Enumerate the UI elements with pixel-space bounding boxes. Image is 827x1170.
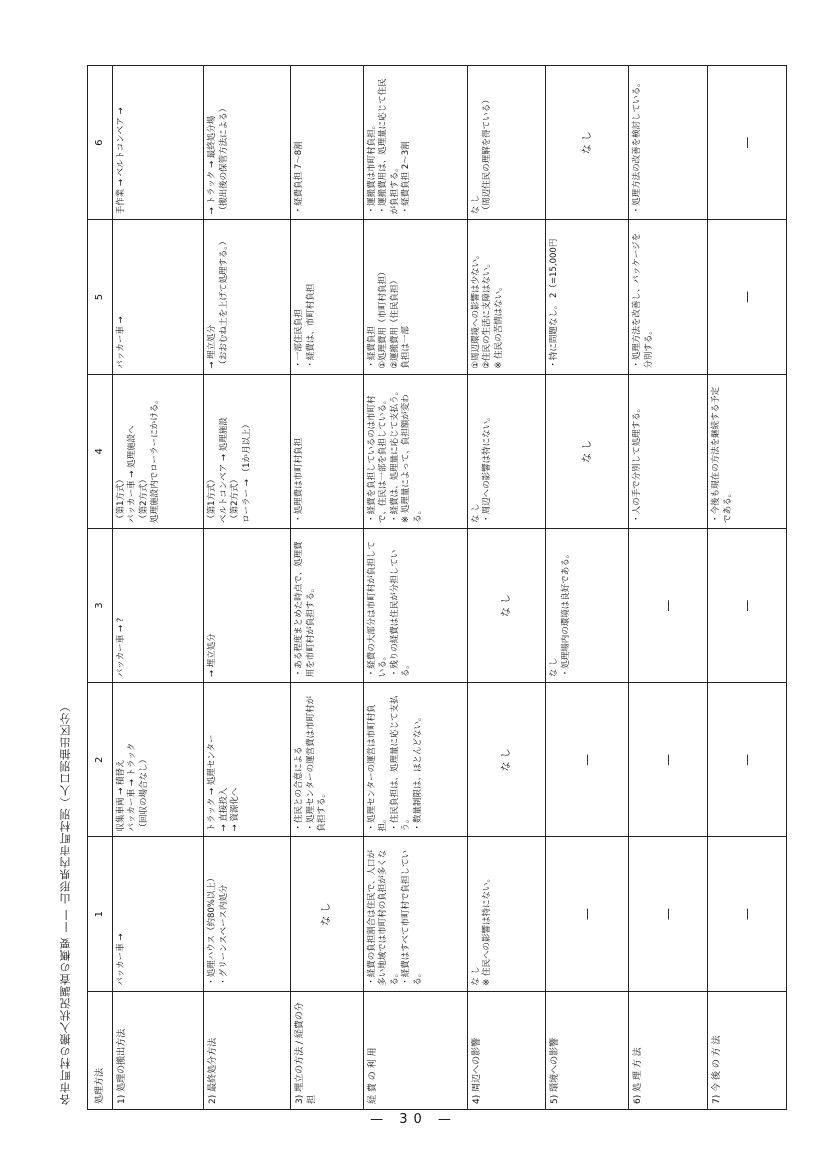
table-cell [708, 220, 787, 374]
cell-text-line: パッカー車 → 処理施設へ [127, 425, 138, 523]
table-cell [204, 837, 291, 991]
cell-text-line: ・経費を負担しているのは市町村で、住民は一部を負担している。 [366, 395, 389, 523]
cell-text-line: ①周辺環境への影響は少ない。 [470, 250, 481, 369]
cell-text-line: ①処理費用（市町村負担） [378, 267, 389, 369]
cell-text-line: （周辺住民の理解を得ている） [482, 95, 493, 215]
cell-text-line: ・周辺への影響は特にない。 [482, 412, 493, 523]
cell-text-line: ・住民負担は、処理量に応じて支払う。 [389, 695, 412, 832]
cell-text-line: — [661, 753, 676, 766]
table-cell [291, 66, 364, 220]
row-label: 4) 周辺への影響 [467, 991, 546, 1109]
table-cell [204, 374, 291, 528]
cell-text-line: 負担は一部 [401, 326, 412, 369]
table-cell [467, 66, 546, 220]
table-cell [467, 683, 546, 837]
cell-text-line: な し [470, 503, 481, 523]
cell-text-line: ※ 住民への影響は特にない。 [482, 873, 493, 986]
cell-text-line: — [580, 753, 595, 766]
table-cell [113, 528, 204, 682]
table-cell [629, 683, 708, 837]
document-title: 各市町村の搬入状況調査の概要 —— 山形県内市町村別（人口別抽出区分） [59, 700, 72, 1105]
table-cell [204, 683, 291, 837]
table-cell [708, 374, 787, 528]
cell-text-line: （おおむね土を上げて処理する。） [218, 236, 229, 369]
table-row [467, 66, 546, 1110]
column-header: 4 [88, 374, 113, 528]
cell-text-line: → 埋立処分 [207, 324, 218, 369]
table-cell [629, 220, 708, 374]
table-row [204, 66, 291, 1110]
cell-text-line: ・特に問題なし。 2（=15,000円 [549, 238, 560, 369]
table-cell [546, 220, 629, 374]
table-cell [363, 220, 467, 374]
cell-text-line: トラック → 処理センター [207, 734, 218, 832]
cell-text-line: ・残りの経費は住民が分担している。 [389, 549, 412, 678]
cell-text-line: な し [581, 439, 593, 463]
cell-text-line: ・経費の負担割合は住民で、人口が多い地域では市町村の負担が多くなる。 [366, 849, 400, 986]
cell-text-line: な し [549, 657, 560, 678]
cell-text-line: ・グリーンスペース内処分 [218, 884, 229, 986]
cell-text-line: ・処理方法を改善し、パッケージを分別する。 [632, 232, 654, 369]
cell-text-line: ※ 処理量によって、負担額が変わる。 [401, 394, 423, 523]
cell-text-line: な し [470, 194, 481, 215]
cell-text-line: パッカー車 → トラック [127, 742, 138, 832]
cell-text-line: — [739, 908, 754, 921]
cell-text-line: （回収の場合なし） [138, 754, 149, 832]
cell-text-line: ・人の手で分別して処理する。 [632, 403, 643, 523]
table-cell [708, 683, 787, 837]
cell-text-line: ②住民の生活に支障はない。 [482, 259, 493, 369]
table-cell [113, 66, 204, 220]
column-header: 3 [88, 528, 113, 682]
table-cell [629, 837, 708, 991]
column-header: 1 [88, 837, 113, 991]
table-cell [363, 683, 467, 837]
row-label: 1) 処理の搬出方法 [113, 991, 204, 1109]
row-label: 5) 環境への影響 [546, 991, 629, 1109]
cell-text-line: → 直接投入 [218, 787, 229, 832]
cell-text-line: ・処理ハウス（約80%以上） [207, 873, 218, 986]
table-body [113, 66, 787, 1110]
table-cell [708, 66, 787, 220]
table-cell [363, 66, 467, 220]
column-header: 5 [88, 220, 113, 374]
cell-text-line: ・運搬費用は、処理量に応じて住民が負担する。 [378, 78, 400, 215]
row-label: 7) 今 後 の 方 法 [708, 991, 787, 1109]
cell-text-line: ・処理方法の改善を検討している。 [632, 78, 643, 215]
column-header: 6 [88, 66, 113, 220]
table-cell [363, 374, 467, 528]
cell-text-line: ・今後も現在の方法を継続する予定である。 [711, 386, 733, 523]
cell-text-line: ・住民との合意による [294, 746, 305, 832]
table-cell [546, 837, 629, 991]
cell-text-line: ※ 住民の苦情はない。 [493, 282, 504, 369]
cell-text-line: な し [321, 902, 333, 926]
table-cell [546, 683, 629, 837]
row-label: 6) 処 理 方 法 [629, 991, 708, 1109]
table-cell [467, 528, 546, 682]
table-cell [363, 528, 467, 682]
cell-text-line: ・処理場内の環境は良好である。 [560, 549, 571, 678]
cell-text-line: — [739, 753, 754, 766]
cell-text-line: パッカー車 → [116, 316, 126, 369]
cell-text-line: ・処理センターの運営は市町村負担。 [366, 704, 389, 832]
table-row [708, 66, 787, 1110]
row-label: 2) 最終処分方法 [204, 991, 291, 1109]
cell-text-line: 処理施設内でローラーにかける。 [150, 395, 161, 523]
table-cell [291, 220, 364, 374]
table-cell [204, 528, 291, 682]
table-cell [629, 66, 708, 220]
rotated-table-sheet [87, 65, 787, 1110]
row-label: 経 費 の 利 用 [363, 991, 467, 1109]
table-row [629, 66, 708, 1110]
cell-text-line: — [661, 908, 676, 921]
cell-text-line: — [661, 599, 676, 612]
table-cell [708, 528, 787, 682]
table-cell [291, 683, 364, 837]
table-header-row [88, 66, 113, 1110]
row-label: 3) 埋立の方法 / 経費の分担 [291, 991, 364, 1109]
cell-text-line: （第2方式） [138, 475, 149, 523]
table-cell [113, 837, 204, 991]
table-row [363, 66, 467, 1110]
table-cell [113, 683, 204, 837]
table-cell [546, 374, 629, 528]
cell-text-line: ・経費負担 2〜3割 [401, 141, 412, 215]
table-cell [291, 528, 364, 682]
table-row [291, 66, 364, 1110]
cell-text-line: （搬出後の保管方法による） [218, 103, 229, 215]
table-cell [291, 374, 364, 528]
table-cell [467, 374, 546, 528]
survey-table [87, 65, 787, 1110]
column-header: 2 [88, 683, 113, 837]
cell-text-line: な し [470, 966, 481, 986]
table-cell [708, 837, 787, 991]
cell-text-line: → トラック → 最終処分場 [207, 115, 218, 215]
table-cell [629, 528, 708, 682]
cell-text-line: ・処理費は市町村負担 [294, 437, 305, 523]
cell-text-line: — [739, 599, 754, 612]
page-number: — 30 — [370, 1112, 457, 1127]
cell-text-line: → 資源化へ [230, 787, 241, 832]
cell-text-line: （第1方式） [116, 475, 126, 523]
cell-text-line: ・経費は、市町村負担 [305, 283, 316, 369]
table-row [546, 66, 629, 1110]
cell-text-line: な し [581, 131, 593, 155]
cell-text-line: ・経費負担 [366, 326, 377, 369]
table-cell [204, 220, 291, 374]
cell-text-line: 手作業 → ベルトコンベア → [116, 107, 126, 215]
table-cell [113, 220, 204, 374]
cell-text-line: — [739, 136, 754, 149]
table-cell [204, 66, 291, 220]
cell-text-line: ・経費はすべて市町村で負担している。 [401, 849, 423, 986]
corner-label: 処理方法 [88, 991, 113, 1109]
cell-text-line: ・運搬費は市町村負担。 [366, 120, 377, 215]
cell-text-line: ・経費は、処理量に応じて支払う。 [389, 386, 400, 523]
cell-text-line: （第1方式） [207, 475, 218, 523]
cell-text-line: → 埋立処分 [207, 633, 218, 678]
cell-text-line: ・数量制限は、ほとんどない。 [412, 712, 423, 832]
cell-text-line: な し [500, 593, 512, 618]
cell-text-line: （第2方式） [230, 475, 241, 523]
cell-text-line: 収集車両 → 積替え [116, 759, 126, 832]
table-cell [113, 374, 204, 528]
cell-text-line: — [739, 291, 754, 304]
cell-text-line: — [580, 908, 595, 921]
table-cell [291, 837, 364, 991]
cell-text-line: ・処理センターの運営費は市町村が負担する。 [305, 695, 328, 832]
cell-text-line: ベルトコンベア → 処理施設 [218, 417, 229, 523]
cell-text-line: ローラー → （1か月以上） [241, 420, 252, 523]
table-row [113, 66, 204, 1110]
cell-text-line: パッカー車 → ? [116, 617, 126, 678]
table-cell [467, 220, 546, 374]
cell-text-line: パッカー車 → [116, 933, 126, 986]
table-cell [546, 66, 629, 220]
cell-text-line: ②運搬費用（住民負担） [389, 276, 400, 369]
table-cell [363, 837, 467, 991]
cell-text-line: ・経費の大部分は市町村が負担している。 [366, 541, 389, 678]
cell-text-line: ・一部住民負担 [294, 309, 305, 369]
table-cell [546, 528, 629, 682]
cell-text-line: ・ある程度まとめた時点で、処理費用を市町村が負担する。 [294, 541, 316, 678]
table-cell [629, 374, 708, 528]
cell-text-line: な し [500, 748, 512, 772]
table-cell [467, 837, 546, 991]
cell-text-line: ・経費負担 7〜8割 [294, 141, 305, 215]
